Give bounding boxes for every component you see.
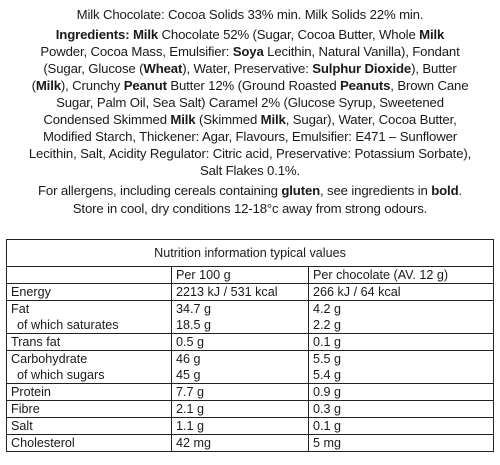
value-per-chocolate: 5.4 g — [309, 367, 494, 384]
allergen-advice-text: , see ingredients in — [320, 183, 432, 198]
allergen-peanut: Peanut — [123, 78, 167, 93]
table-row-fat — [7, 301, 494, 318]
value-per-chocolate: 0.1 g — [309, 334, 494, 351]
allergen-advice — [0, 182, 500, 199]
value-per-100g: 7.7 g — [172, 384, 309, 401]
ingredients-text: Lecithin, Natural Vanilla), Fondant — [263, 44, 460, 59]
table-row-trans-fat — [7, 334, 494, 351]
nutrition-table — [6, 239, 494, 452]
ingredients-text: Powder, Cocoa Mass, Emulsifier: — [40, 44, 233, 59]
allergen-sulphur-dioxide: Sulphur Dioxide — [312, 61, 412, 76]
value-per-100g: 1.1 g — [172, 418, 309, 435]
allergen-milk: Milk — [419, 27, 445, 42]
nutrient-name: Fat — [7, 301, 172, 318]
value-per-100g: 2213 kJ / 531 kcal — [172, 284, 309, 301]
allergen-milk: Milk — [170, 112, 196, 127]
allergen-wheat: Wheat — [143, 61, 183, 76]
nutrient-name: Fibre — [7, 401, 172, 418]
allergen-bold-word: bold — [431, 183, 459, 198]
ingredients-text: ), Water, Preservative: — [182, 61, 313, 76]
table-row-saturates — [7, 317, 494, 334]
value-per-100g: 34.7 g — [172, 301, 309, 318]
ingredients-text: (Sugar, Glucose ( — [43, 61, 144, 76]
table-row-energy — [7, 284, 494, 301]
table-row-carbohydrate — [7, 351, 494, 368]
ingredients-line-3 — [0, 60, 500, 77]
allergen-milk: Milk — [132, 27, 159, 42]
nutrient-name: Trans fat — [7, 334, 172, 351]
nutrition-heading: Nutrition information typical values — [7, 240, 494, 267]
nutrient-name: Energy — [7, 284, 172, 301]
milk-chocolate-composition: Milk Chocolate: Cocoa Solids 33% min. Milk Solids 22% min. — [76, 7, 424, 22]
value-per-100g: 42 mg — [172, 435, 309, 452]
allergen-soya: Soya — [232, 44, 264, 59]
value-per-chocolate: 266 kJ / 64 kcal — [309, 284, 494, 301]
value-per-chocolate: 4.2 g — [309, 301, 494, 318]
allergen-milk: Milk — [35, 78, 61, 93]
value-per-100g: 46 g — [172, 351, 309, 368]
ingredients-text: , Sugar), Water, Cocoa Butter, — [285, 112, 457, 127]
ingredients-text: , Brown Cane — [390, 78, 469, 93]
ingredients-text: ( — [31, 78, 36, 93]
value-per-chocolate: 2.2 g — [309, 317, 494, 334]
header-blank — [7, 267, 172, 284]
table-row-protein — [7, 384, 494, 401]
nutrient-name: Salt — [7, 418, 172, 435]
ingredients-line-7: Modified Starch, Thickener: Agar, Flavours, Emulsifier: E471 – Sunflower — [42, 129, 458, 144]
ingredients-heading: Ingredients: — [55, 27, 133, 42]
ingredients-text: ), Crunchy — [60, 78, 124, 93]
ingredients-text: Chocolate 52% (Sugar, Cocoa Butter, Whole — [158, 27, 420, 42]
allergen-advice-text: . — [458, 183, 462, 198]
ingredients-text: ), Butter — [411, 61, 457, 76]
value-per-100g: 0.5 g — [172, 334, 309, 351]
value-per-chocolate: 5 mg — [309, 435, 494, 452]
allergen-advice-text: For allergens, including cereals containing — [38, 183, 282, 198]
nutrient-name: of which sugars — [7, 367, 172, 384]
nutrition-heading-row — [7, 240, 494, 267]
ingredients-line-4 — [0, 77, 500, 94]
ingredients-line-1 — [0, 26, 500, 43]
value-per-chocolate: 0.1 g — [309, 418, 494, 435]
ingredients-line-9: Salt Flakes 0.1%. — [199, 163, 301, 178]
allergen-gluten: gluten — [281, 183, 321, 198]
value-per-chocolate: 5.5 g — [309, 351, 494, 368]
allergen-peanuts: Peanuts — [340, 78, 391, 93]
storage-instructions: Store in cool, dry conditions 12-18°c away from strong odours. — [72, 201, 428, 216]
ingredients-line-5: Sugar, Palm Oil, Sea Salt) Caramel 2% (Glucose Syrup, Sweetened — [56, 95, 444, 110]
ingredients-line-8: Lecithin, Salt, Acidity Regulator: Citric acid, Preservative: Potassium Sorbate), — [28, 146, 472, 161]
header-per-100g: Per 100 g — [172, 267, 309, 284]
ingredients-line-6 — [0, 111, 500, 128]
ingredients-text: Butter 12% (Ground Roasted — [166, 78, 341, 93]
nutrient-name: Cholesterol — [7, 435, 172, 452]
nutrient-name: Carbohydrate — [7, 351, 172, 368]
table-row-fibre — [7, 401, 494, 418]
table-row-salt — [7, 418, 494, 435]
value-per-chocolate: 0.3 g — [309, 401, 494, 418]
value-per-100g: 2.1 g — [172, 401, 309, 418]
table-row-sugars — [7, 367, 494, 384]
nutrient-name: Protein — [7, 384, 172, 401]
ingredients-text: (Skimmed — [195, 112, 261, 127]
header-per-chocolate: Per chocolate (AV. 12 g) — [309, 267, 494, 284]
value-per-100g: 18.5 g — [172, 317, 309, 334]
value-per-chocolate: 0.9 g — [309, 384, 494, 401]
nutrient-name: of which saturates — [7, 317, 172, 334]
table-row-cholesterol — [7, 435, 494, 452]
ingredients-text: Condensed Skimmed — [43, 112, 171, 127]
ingredients-line-2 — [0, 43, 500, 60]
value-per-100g: 45 g — [172, 367, 309, 384]
column-header-row — [7, 267, 494, 284]
allergen-milk: Milk — [260, 112, 286, 127]
